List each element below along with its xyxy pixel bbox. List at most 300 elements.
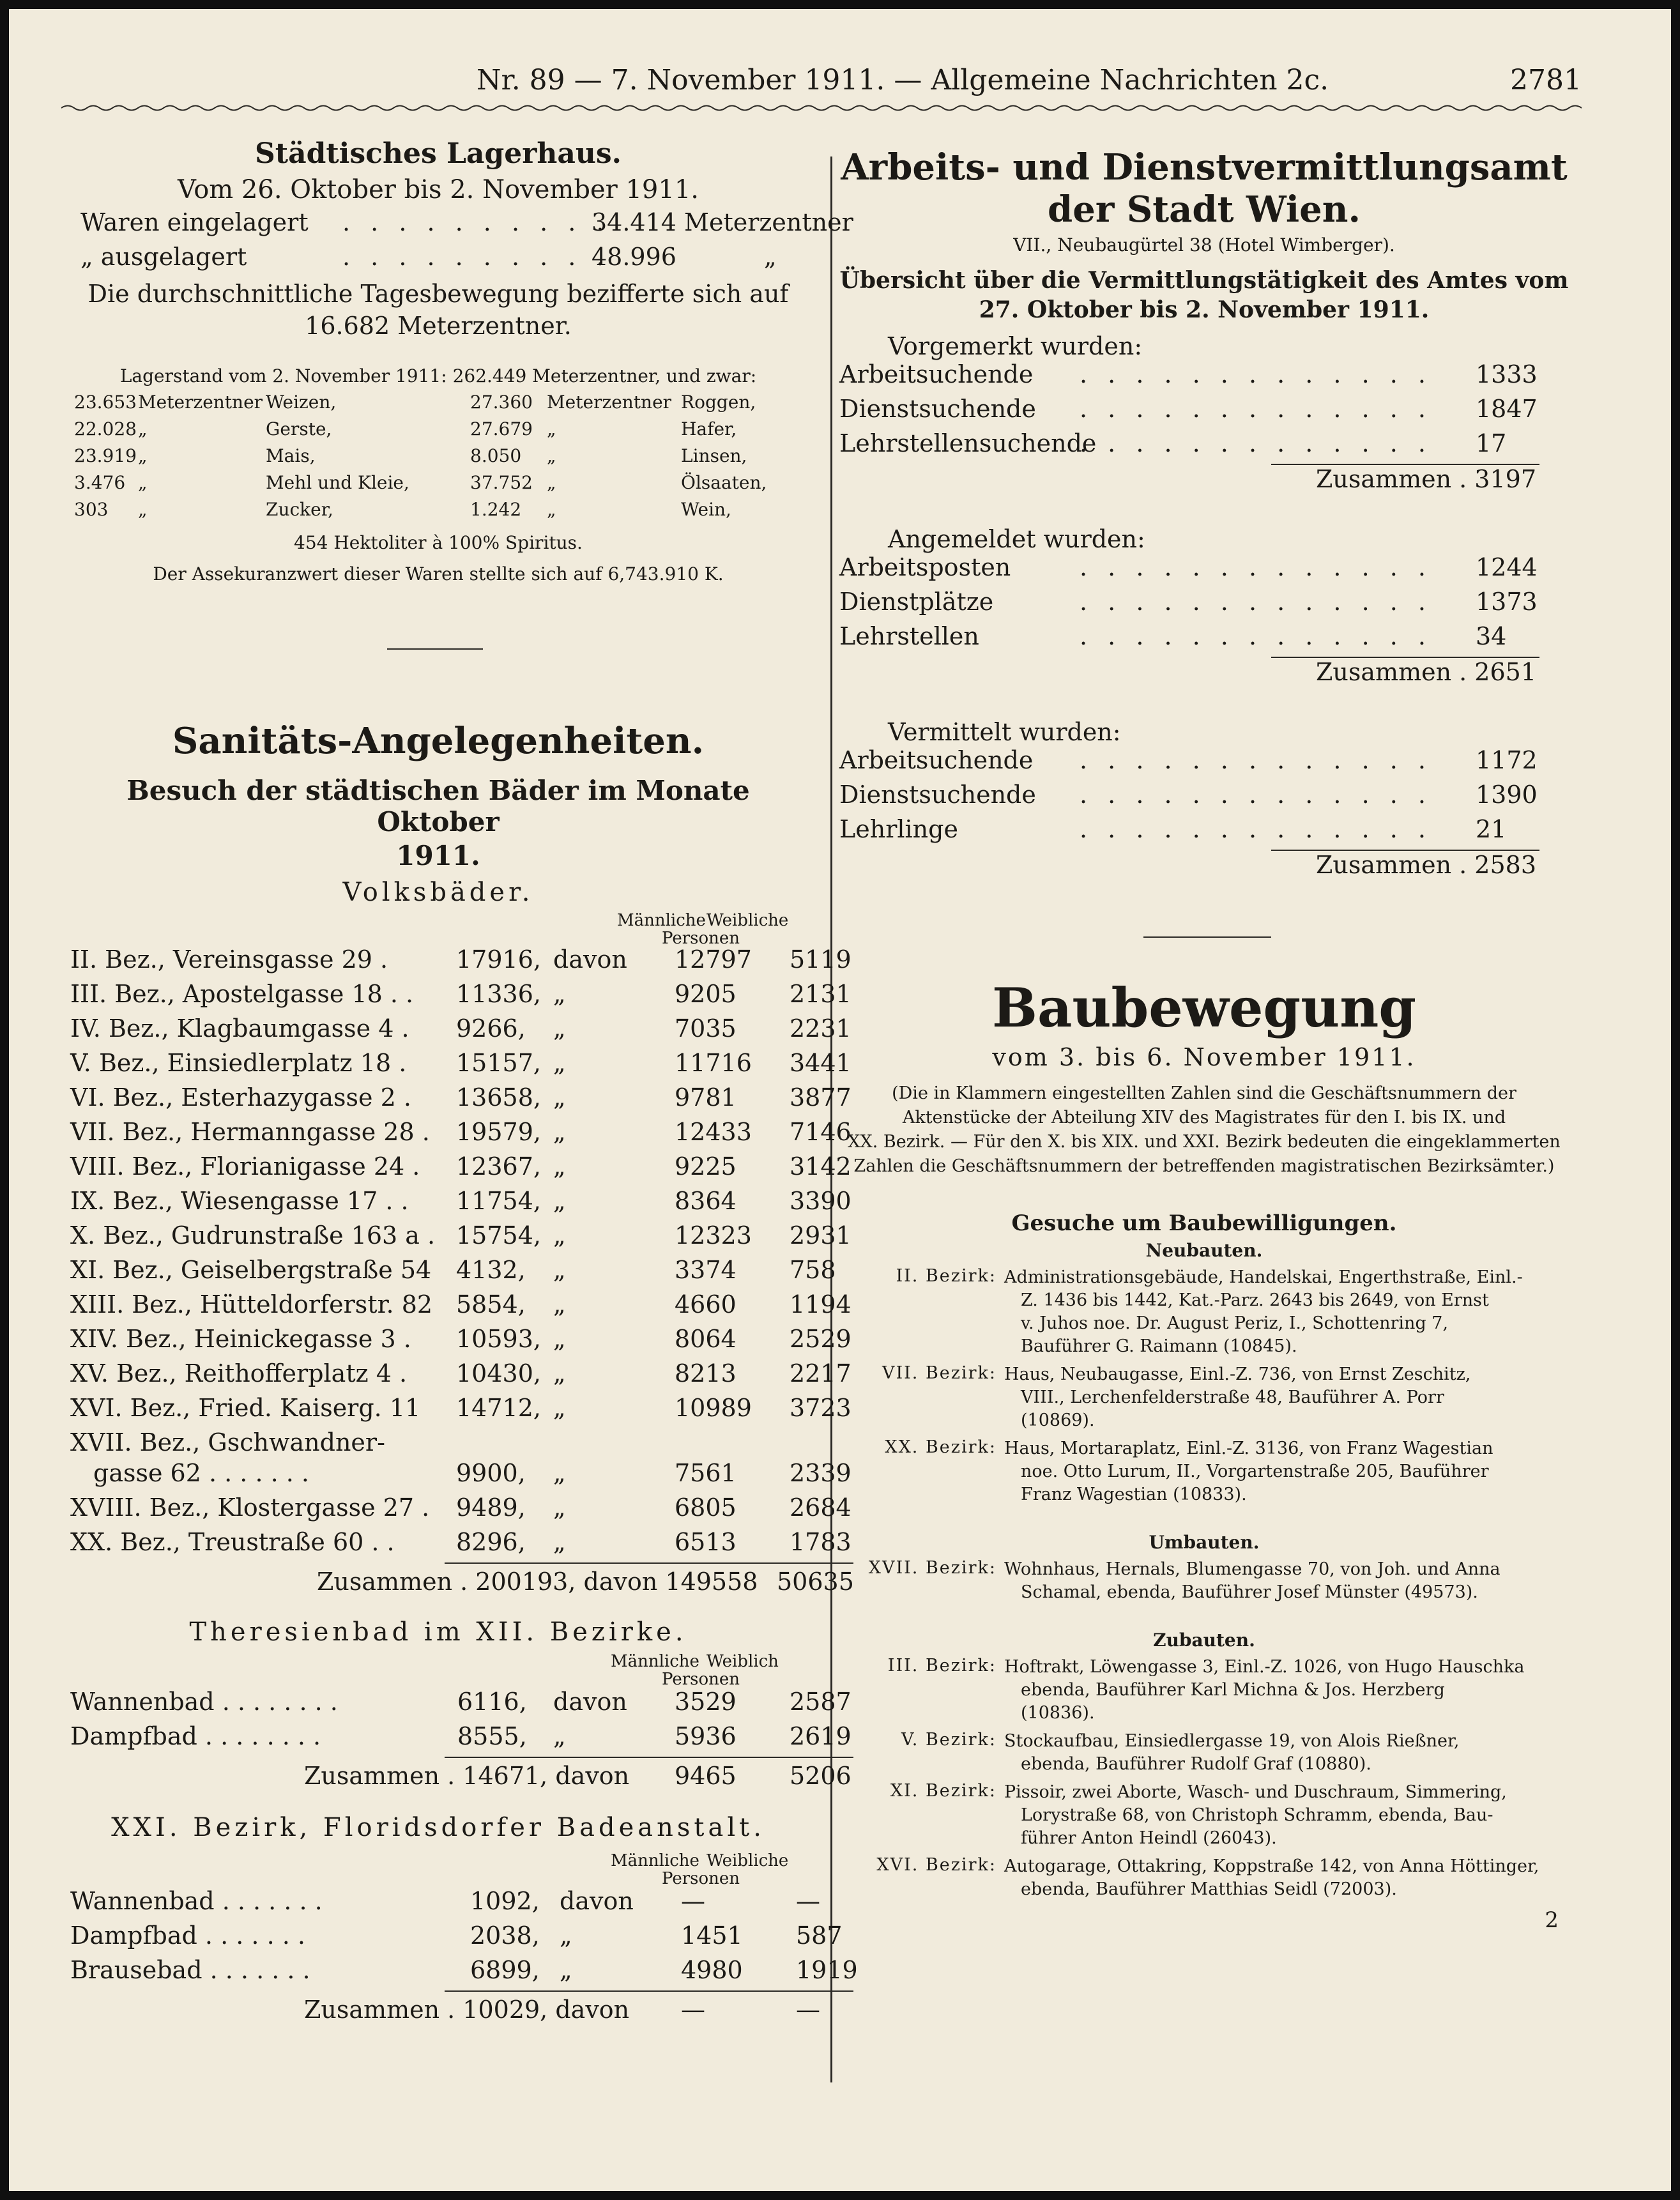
bath-name: VI. Bez., Esterhazygasse 2 . <box>70 1083 411 1111</box>
neubauten-heading: Neubauten. <box>1145 1240 1263 1261</box>
bath-name: Wannenbad . . . . . . . . <box>70 1688 338 1716</box>
header-wavy-rule <box>61 103 1582 112</box>
bath-female: 2529 <box>790 1325 851 1353</box>
bath-male: 12797 <box>675 945 752 974</box>
bath-name: Dampfbad . . . . . . . <box>70 1921 305 1950</box>
volks-rows <box>61 945 851 1428</box>
lagerhaus-period: Vom 26. Oktober bis 2. November 1911. <box>178 175 699 204</box>
bath-sep: „ <box>553 980 566 1008</box>
stock-g1: Mais, <box>266 445 316 466</box>
stock-q1: 22.028 <box>74 418 137 439</box>
group-row-leader: . . . . . . . . . . . . . <box>1080 360 1432 388</box>
bath-sep: „ <box>560 1921 572 1950</box>
stock-q2: 27.360 <box>470 392 533 413</box>
stock-u1: Meterzentner <box>138 392 263 413</box>
stock-u1: „ <box>138 472 148 493</box>
bath-row <box>61 1956 858 1990</box>
bau-item-district: XX. Bezirk: <box>885 1437 997 1457</box>
umbauten-list <box>837 1558 1571 1604</box>
stock-g2: Ölsaaten, <box>681 472 767 493</box>
bath-total: 4132, <box>456 1256 526 1284</box>
bath-female: 1919 <box>796 1956 858 1984</box>
lagerhaus-in-row <box>61 208 853 243</box>
group-row-value: 1172 <box>1476 746 1538 774</box>
xvii-female: 2339 <box>790 1459 851 1487</box>
bath-male: 6513 <box>675 1528 737 1556</box>
col-head-male: Männliche <box>617 911 706 930</box>
bath-row <box>61 945 851 980</box>
theresien-sum-row <box>61 1762 851 1796</box>
xvii-male: 7561 <box>675 1459 737 1487</box>
group-heading: Vermittelt wurden: <box>888 718 1121 746</box>
bath-sep: „ <box>553 1325 566 1353</box>
stock-u2: „ <box>547 472 556 493</box>
bath-total: 10593, <box>456 1325 541 1353</box>
stock-g2: Hafer, <box>681 418 737 439</box>
bath-name: IV. Bez., Klagbaumgasse 4 . <box>70 1014 409 1043</box>
group-row-leader: . . . . . . . . . . . . . <box>1080 588 1432 616</box>
stock-u2: „ <box>547 445 556 466</box>
bath-total: 15157, <box>456 1049 541 1077</box>
note-line: (Die in Klammern eingestellten Zahlen sind die Geschäftsnummern der <box>892 1083 1516 1103</box>
bath-name: Brausebad . . . . . . . <box>70 1956 310 1984</box>
bath-male: 9781 <box>675 1083 737 1111</box>
bau-item-line: noe. Otto Lurum, II., Vorgartenstraße 205, Bauführer <box>1021 1462 1489 1481</box>
bath-row <box>61 1290 851 1325</box>
bau-item <box>837 1558 1571 1604</box>
theresien-rows <box>61 1688 851 1757</box>
bau-item-line: (10869). <box>1021 1410 1095 1430</box>
theresien-sum: Zusammen . 14671, davon <box>304 1762 630 1790</box>
theresien-col-heads <box>61 1647 815 1688</box>
bath-row <box>61 1187 851 1221</box>
bath-row <box>61 1152 851 1187</box>
f-col-head-male: Männliche <box>611 1851 699 1870</box>
group-row <box>837 395 1571 429</box>
bau-item-line: Wohnhaus, Hernals, Blumengasse 70, von Joh. und Anna <box>1004 1559 1501 1579</box>
xvii-total: 9900, <box>456 1459 526 1487</box>
group-row <box>837 553 1571 588</box>
bath-female: 758 <box>790 1256 836 1284</box>
bath-name: IX. Bez., Wiesengasse 17 . . <box>70 1187 409 1215</box>
bath-female: 1194 <box>790 1290 851 1318</box>
bath-name: II. Bez., Vereinsgasse 29 . <box>70 945 388 974</box>
volks-rows-2 <box>61 1493 851 1562</box>
florids-col-heads <box>61 1842 815 1887</box>
stock-g2: Linsen, <box>681 445 747 466</box>
bath-name: VII. Bez., Hermanngasse 28 . <box>70 1118 430 1146</box>
stock-g1: Weizen, <box>266 392 337 413</box>
group-row-value: 17 <box>1476 429 1507 457</box>
f-col-head-female: Weibliche <box>706 1851 789 1870</box>
zubauten-heading: Zubauten. <box>1153 1630 1255 1651</box>
sanitaet-subtitle-2: 1911. <box>396 840 480 871</box>
bath-row <box>61 1528 851 1562</box>
bath-row <box>61 1221 851 1256</box>
bath-name: XV. Bez., Reithofferplatz 4 . <box>70 1359 408 1387</box>
spiritus-line: 454 Hektoliter à 100% Spiritus. <box>294 532 583 553</box>
florids-title: XXI. Bezirk, Floridsdorfer Badeanstalt. <box>111 1813 765 1842</box>
insurance-line: Der Assekuranzwert dieser Waren stellte sich auf 6,743.910 K. <box>153 563 724 584</box>
bath-total: 6116, <box>457 1688 527 1716</box>
zubauten-list <box>837 1656 1571 1901</box>
avg-line-2: 16.682 Meterzentner. <box>305 312 572 340</box>
bau-item-line: Bauführer G. Raimann (10845). <box>1021 1336 1297 1356</box>
group-row <box>837 815 1571 850</box>
theresien-title: Theresienbad im XII. Bezirke. <box>189 1617 687 1647</box>
out-leader: . . . . . . . . . . <box>342 243 611 271</box>
note-line: XX. Bezirk. — Für den X. bis XIX. und XXI. Bezirk bedeuten die eingeklammerten <box>848 1132 1561 1152</box>
group-row-value: 1244 <box>1476 553 1538 581</box>
xvii-name-1: XVII. Bez., Gschwandner- <box>70 1428 385 1456</box>
bath-sep: „ <box>560 1956 572 1984</box>
stock-u2: Meterzentner <box>547 392 672 413</box>
stock-g1: Zucker, <box>266 499 333 520</box>
bath-female: 5119 <box>790 945 851 974</box>
bath-total: 17916, <box>456 945 541 974</box>
bath-row <box>61 1256 836 1290</box>
bath-name: XIII. Bez., Hütteldorferstr. 82 <box>70 1290 433 1318</box>
bath-male: 12323 <box>675 1221 752 1249</box>
bath-male: 9225 <box>675 1152 737 1180</box>
bau-item-line: Franz Wagestian (10833). <box>1021 1485 1247 1504</box>
group-row <box>837 588 1571 622</box>
issue-line: Nr. 89 — 7. November 1911. — Allgemeine Nachrichten 2c. <box>477 64 1329 96</box>
group-row-leader: . . . . . . . . . . . . . <box>1080 815 1432 843</box>
volks-sum-rule <box>445 1562 853 1564</box>
stock-q2: 8.050 <box>470 445 522 466</box>
bau-item-line: VIII., Lerchenfelderstraße 48, Bauführer A. Porr <box>1021 1387 1444 1407</box>
stock-row <box>61 499 815 526</box>
group-row-value: 1373 <box>1476 588 1538 616</box>
bath-male: 8064 <box>675 1325 737 1353</box>
bath-total: 8296, <box>456 1528 526 1556</box>
bath-total: 11336, <box>456 980 541 1008</box>
bath-row <box>61 1394 851 1428</box>
bau-item-line: Haus, Neubaugasse, Einl.-Z. 736, von Ernst Zeschitz, <box>1004 1364 1471 1384</box>
volks-col-heads <box>61 907 815 948</box>
bath-female: 1783 <box>790 1528 851 1556</box>
stock-row <box>61 445 815 472</box>
group-row-leader: . . . . . . . . . . . . . <box>1080 429 1432 457</box>
bau-item-line: Administrationsgebäude, Handelskai, Engerthstraße, Einl.- <box>1004 1267 1523 1287</box>
bau-item-line: ebenda, Bauführer Karl Michna & Jos. Herzberg <box>1021 1680 1445 1700</box>
bath-name: XVIII. Bez., Klostergasse 27 . <box>70 1493 430 1522</box>
theresien-sum-female: 5206 <box>790 1762 851 1790</box>
section-divider-2 <box>1143 936 1271 938</box>
umbauten-heading: Umbauten. <box>1149 1532 1260 1553</box>
bau-item-line: Stockaufbau, Einsiedlergasse 19, von Alois Rießner, <box>1004 1731 1460 1751</box>
bath-male: 3529 <box>675 1688 737 1716</box>
bau-item-line: Hoftrakt, Löwengasse 3, Einl.-Z. 1026, von Hugo Hauschka <box>1004 1657 1525 1677</box>
bath-male: 1451 <box>681 1921 743 1950</box>
bath-sep: davon <box>560 1887 634 1915</box>
bath-total: 5854, <box>456 1290 526 1318</box>
bath-sep: „ <box>553 1083 566 1111</box>
in-value: 34.414 Meterzentner <box>592 208 853 236</box>
group-row-label: Arbeitsposten <box>839 553 1011 581</box>
bath-total: 19579, <box>456 1118 541 1146</box>
bau-item <box>837 1437 1571 1506</box>
baubewegung-period: vom 3. bis 6. November 1911. <box>992 1043 1416 1071</box>
bath-female: 3723 <box>790 1394 851 1422</box>
bau-item-line: Autogarage, Ottakring, Koppstraße 142, von Anna Höttinger, <box>1004 1856 1539 1876</box>
stock-u1: „ <box>138 445 148 466</box>
bau-item-district: XVII. Bezirk: <box>868 1558 997 1578</box>
bath-row <box>61 1722 851 1757</box>
arbeitsamt-groups <box>837 332 1571 885</box>
running-header <box>61 64 1582 109</box>
arbeitsamt-address: VII., Neubaugürtel 38 (Hotel Wimberger). <box>1013 234 1395 256</box>
bath-sep: „ <box>553 1394 566 1422</box>
stock-u2: „ <box>547 418 556 439</box>
note-line: Zahlen die Geschäftsnummern der betreffenden magistratischen Bezirksämter.) <box>853 1156 1555 1176</box>
volks-sum-row <box>61 1568 854 1602</box>
theresien-sum-rule <box>445 1757 853 1758</box>
stock-u1: „ <box>138 418 148 439</box>
group-row-leader: . . . . . . . . . . . . . <box>1080 781 1432 809</box>
bau-item-line: Haus, Mortaraplatz, Einl.-Z. 3136, von Franz Wagestian <box>1004 1439 1493 1458</box>
xvii-name-2: gasse 62 . . . . . . . <box>93 1459 310 1487</box>
arbeitsamt-title-1: Arbeits- und Dienstvermittlungsamt <box>841 146 1568 188</box>
baubewegung-note <box>837 1081 1571 1179</box>
florids-sum: Zusammen . 10029, davon <box>304 1996 630 2024</box>
bau-item-district: II. Bezirk: <box>896 1266 997 1286</box>
bath-female: 3142 <box>790 1152 851 1180</box>
stock-g1: Mehl und Kleie, <box>266 472 409 493</box>
stock-table <box>61 392 815 532</box>
bath-female: 2684 <box>790 1493 851 1522</box>
stock-row <box>61 472 815 499</box>
bath-total: 9489, <box>456 1493 526 1522</box>
stock-q1: 303 <box>74 499 109 520</box>
group-row-label: Dienstsuchende <box>839 395 1036 423</box>
stock-q1: 3.476 <box>74 472 126 493</box>
bath-row <box>61 1083 851 1118</box>
bath-female: 3877 <box>790 1083 851 1111</box>
bath-total: 8555, <box>457 1722 527 1750</box>
bath-male: — <box>681 1887 705 1915</box>
bath-name: XX. Bez., Treustraße 60 . . <box>70 1528 395 1556</box>
bau-item-line: (10836). <box>1021 1703 1095 1723</box>
bath-row <box>61 1014 851 1049</box>
stock-q1: 23.653 <box>74 392 137 413</box>
group-row-leader: . . . . . . . . . . . . . <box>1080 395 1432 423</box>
out-label: „ ausgelagert <box>80 243 247 271</box>
bath-male: 8213 <box>675 1359 737 1387</box>
bau-item-line: ebenda, Bauführer Matthias Seidl (72003). <box>1021 1879 1397 1899</box>
left-column <box>61 118 858 2030</box>
page-number: 2781 <box>1510 64 1582 96</box>
bath-total: 9266, <box>456 1014 526 1043</box>
bau-item-district: XI. Bezirk: <box>890 1781 997 1801</box>
bath-female: 587 <box>796 1921 843 1950</box>
florids-sum-female: — <box>796 1996 820 2024</box>
group-sum-row <box>837 465 1571 500</box>
bath-female: 2217 <box>790 1359 851 1387</box>
out-value: 48.996 <box>592 243 676 271</box>
stock-q2: 27.679 <box>470 418 533 439</box>
volks-sum: Zusammen . 200193, davon 149558 <box>317 1568 758 1596</box>
arbeitsamt-title-2: der Stadt Wien. <box>1048 188 1361 231</box>
bau-item-line: Schamal, ebenda, Bauführer Josef Münster (49573). <box>1021 1582 1478 1602</box>
bath-sep: davon <box>553 1688 627 1716</box>
group-row-value: 1847 <box>1476 395 1538 423</box>
stock-u1: „ <box>138 499 148 520</box>
bau-item-line: Pissoir, zwei Aborte, Wasch- und Duschraum, Simmering, <box>1004 1782 1507 1802</box>
overview-line-1: Übersicht über die Vermittlungstätigkeit des Amtes vom <box>839 267 1569 294</box>
bau-item <box>837 1363 1571 1432</box>
bath-female: 2587 <box>790 1688 851 1716</box>
t-col-head-male: Männliche <box>611 1652 699 1671</box>
group-row <box>837 746 1571 781</box>
bau-item <box>837 1266 1571 1358</box>
bath-male: 10989 <box>675 1394 752 1422</box>
bath-total: 15754, <box>456 1221 541 1249</box>
bath-total: 13658, <box>456 1083 541 1111</box>
florids-rows <box>61 1887 858 1990</box>
bath-name: X. Bez., Gudrunstraße 163 a . <box>70 1221 436 1249</box>
bath-row <box>61 1688 851 1722</box>
avg-line-1: Die durchschnittliche Tagesbewegung bezifferte sich auf <box>88 280 789 308</box>
group-row-leader: . . . . . . . . . . . . . <box>1080 746 1432 774</box>
bath-male: 11716 <box>675 1049 752 1077</box>
stock-row <box>61 418 815 445</box>
bath-sep: „ <box>553 1493 566 1522</box>
overview-line-2: 27. Oktober bis 2. November 1911. <box>979 296 1430 323</box>
bath-sep: „ <box>553 1290 566 1318</box>
bath-male: 8364 <box>675 1187 737 1215</box>
group-sum: Zusammen . 2651 <box>1316 658 1537 686</box>
lagerhaus-out-row <box>61 243 815 277</box>
bau-item-line: ebenda, Bauführer Rudolf Graf (10880). <box>1021 1754 1371 1774</box>
stock-line: Lagerstand vom 2. November 1911: 262.449 Meterzentner, und zwar: <box>119 365 757 386</box>
bath-row <box>61 1359 851 1394</box>
group-row-leader: . . . . . . . . . . . . . <box>1080 622 1432 650</box>
f-col-head-persons: Personen <box>662 1869 740 1888</box>
bath-name: XVI. Bez., Fried. Kaiserg. 11 <box>70 1394 421 1422</box>
stock-q1: 23.919 <box>74 445 137 466</box>
group-row-leader: . . . . . . . . . . . . . <box>1080 553 1432 581</box>
bath-sep: „ <box>553 1118 566 1146</box>
bath-name: Dampfbad . . . . . . . . <box>70 1722 321 1750</box>
group-row <box>837 781 1571 815</box>
bath-female: 3441 <box>790 1049 851 1077</box>
bath-male: 5936 <box>675 1722 737 1750</box>
stock-q2: 37.752 <box>470 472 533 493</box>
bath-row <box>61 1325 851 1359</box>
xvii-sep: „ <box>553 1459 566 1487</box>
bath-sep: „ <box>553 1528 566 1556</box>
baubewegung-title: Baubewegung <box>991 976 1417 1039</box>
florids-sum-male: — <box>681 1996 705 2024</box>
footer-number: 2 <box>1545 1907 1559 1933</box>
bath-female: 2231 <box>790 1014 851 1043</box>
bath-female: 3390 <box>790 1187 851 1215</box>
stock-g2: Wein, <box>681 499 731 520</box>
neubauten-list <box>837 1266 1571 1506</box>
bau-item <box>837 1855 1571 1901</box>
volks-sum-female: 50635 <box>777 1568 854 1596</box>
bath-name: VIII. Bez., Florianigasse 24 . <box>70 1152 420 1180</box>
group-row-label: Lehrstellensuchende <box>839 429 1097 457</box>
in-leader: . . . . . . . . . . <box>342 208 611 236</box>
group-row-label: Dienstplätze <box>839 588 994 616</box>
group-heading: Angemeldet wurden: <box>888 525 1145 553</box>
section-divider-1 <box>387 648 483 650</box>
group-sum: Zusammen . 3197 <box>1316 465 1537 493</box>
bath-male: 7035 <box>675 1014 737 1043</box>
bath-sep: „ <box>553 1049 566 1077</box>
bath-total: 14712, <box>456 1394 541 1422</box>
bath-sep: „ <box>553 1152 566 1180</box>
bath-row <box>61 1493 851 1528</box>
sanitaet-title: Sanitäts-Angelegenheiten. <box>172 720 705 762</box>
bath-row <box>61 1049 851 1083</box>
group-row-value: 21 <box>1476 815 1507 843</box>
bath-sep: „ <box>553 1221 566 1249</box>
bath-male: 4980 <box>681 1956 743 1984</box>
bath-row <box>61 980 851 1014</box>
bau-item-district: XVI. Bezirk: <box>876 1855 997 1875</box>
bath-row <box>61 1887 820 1921</box>
bath-female: 2619 <box>790 1722 851 1750</box>
bath-sep: „ <box>553 1014 566 1043</box>
group-row-label: Dienstsuchende <box>839 781 1036 809</box>
bath-total: 2038, <box>470 1921 540 1950</box>
bau-item-district: III. Bezirk: <box>887 1656 997 1676</box>
group-row-value: 1333 <box>1476 360 1538 388</box>
bau-item-district: VII. Bezirk: <box>882 1363 997 1383</box>
right-column <box>837 118 1571 1933</box>
bath-sep: „ <box>553 1187 566 1215</box>
bath-female: — <box>796 1887 820 1915</box>
bath-name: XI. Bez., Geiselbergstraße 54 <box>70 1256 432 1284</box>
lagerhaus-title: Städtisches Lagerhaus. <box>254 137 622 170</box>
volksbaeder-title: Volksbäder. <box>342 878 534 907</box>
group-sum: Zusammen . 2583 <box>1316 851 1537 879</box>
in-label: Waren eingelagert <box>80 208 309 236</box>
group-heading: Vorgemerkt wurden: <box>888 332 1143 360</box>
bau-item <box>837 1781 1571 1850</box>
t-col-head-female: Weiblich <box>706 1652 779 1671</box>
bath-row <box>61 1921 843 1956</box>
group-row-value: 1390 <box>1476 781 1538 809</box>
florids-sum-row <box>61 1996 820 2030</box>
theresien-sum-male: 9465 <box>675 1762 737 1790</box>
florids-sum-rule <box>445 1990 853 1992</box>
bau-item <box>837 1730 1571 1776</box>
bau-item-line: v. Juhos noe. Dr. August Periz, I., Schottenring 7, <box>1021 1313 1449 1333</box>
bath-sep: davon <box>553 945 627 974</box>
gesuche-heading: Gesuche um Baubewilligungen. <box>1011 1211 1397 1236</box>
group-row-label: Arbeitsuchende <box>839 746 1034 774</box>
bath-sep: „ <box>553 1722 566 1750</box>
stock-g1: Gerste, <box>266 418 332 439</box>
bau-item-line: Z. 1436 bis 1442, Kat.-Parz. 2643 bis 2649, von Ernst <box>1021 1290 1489 1310</box>
bath-total: 1092, <box>470 1887 540 1915</box>
col-head-persons: Personen <box>662 929 740 948</box>
bath-male: 6805 <box>675 1493 737 1522</box>
group-row <box>837 622 1571 657</box>
group-row-label: Lehrstellen <box>839 622 979 650</box>
bath-sep: „ <box>553 1256 566 1284</box>
bath-female: 2931 <box>790 1221 851 1249</box>
bath-name: III. Bez., Apostelgasse 18 . . <box>70 980 414 1008</box>
bau-item <box>837 1656 1571 1725</box>
group-row-value: 34 <box>1476 622 1507 650</box>
group-row <box>837 360 1571 395</box>
